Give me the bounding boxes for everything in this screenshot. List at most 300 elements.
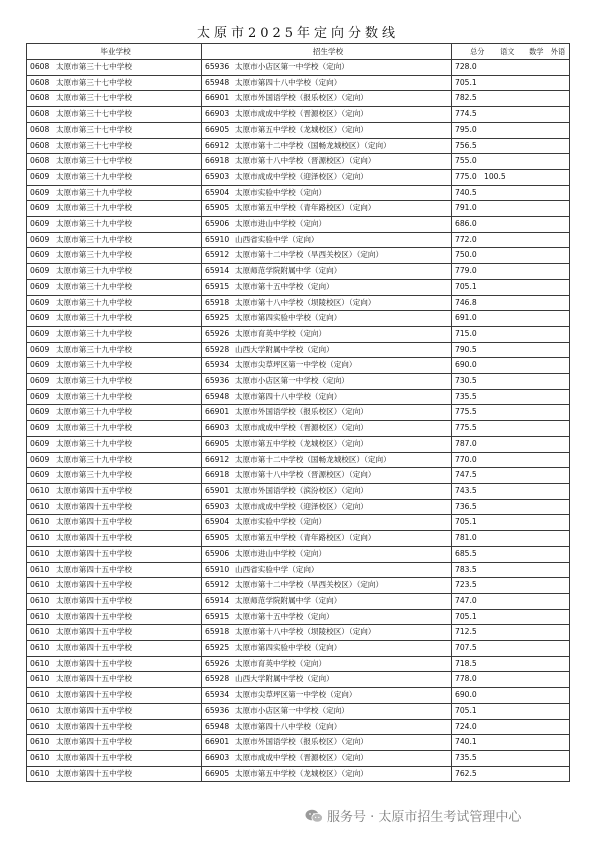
enroll-school-code: 65915 [205, 611, 230, 621]
graduate-school-code: 0610 [30, 501, 50, 511]
enroll-school-cell [202, 405, 452, 421]
enroll-school-code: 65936 [205, 705, 230, 715]
graduate-school-name: 太原市第三十九中学校 [56, 250, 132, 260]
graduate-school-cell [27, 122, 202, 138]
enroll-school-name: 太原市第十八中学校（坝陵校区）（定向） [235, 627, 376, 637]
enroll-school-code: 65934 [205, 690, 230, 700]
enroll-school-name: 太原市第四十八中学校（定向） [235, 721, 342, 731]
graduate-school-code: 0609 [30, 438, 50, 448]
enroll-school-name: 太原市第五中学校（龙城校区）（定向） [235, 438, 368, 448]
graduate-school-name: 太原市第三十九中学校 [56, 328, 132, 338]
enroll-school-cell [202, 766, 452, 782]
total-score: 755.0 [455, 156, 477, 166]
graduate-school-cell [27, 405, 202, 421]
table-row [27, 562, 570, 578]
enroll-school-name: 太原市第四实验中学校（定向） [235, 313, 342, 323]
graduate-school-cell [27, 421, 202, 437]
enroll-school-code: 66918 [205, 156, 230, 166]
enroll-school-cell [202, 138, 452, 154]
graduate-school-cell [27, 562, 202, 578]
table-header-row [27, 44, 570, 60]
total-score: 728.0 [455, 62, 477, 71]
enroll-school-code: 65948 [205, 391, 230, 401]
enroll-school-cell [202, 389, 452, 405]
enroll-school-name: 太原市小店区第一中学校（定向） [235, 705, 349, 715]
graduate-school-name: 太原市第四十五中学校 [56, 674, 132, 684]
enroll-school-code: 65910 [205, 564, 230, 574]
enroll-school-cell [202, 719, 452, 735]
enroll-school-code: 65948 [205, 721, 230, 731]
graduate-school-cell [27, 75, 202, 91]
enroll-school-code: 65912 [205, 250, 230, 260]
graduate-school-cell [27, 703, 202, 719]
graduate-school-cell [27, 483, 202, 499]
enroll-school-code: 65928 [205, 674, 230, 684]
enroll-school-cell [202, 154, 452, 170]
enroll-school-cell [202, 515, 452, 531]
table-row [27, 656, 570, 672]
score-cell [452, 703, 570, 719]
graduate-school-cell [27, 672, 202, 688]
graduate-school-code: 0610 [30, 643, 50, 653]
graduate-school-code: 0610 [30, 580, 50, 590]
graduate-school-name: 太原市第四十五中学校 [56, 643, 132, 653]
enroll-school-code: 65903 [205, 171, 230, 181]
enroll-school-name: 山西省实验中学（定向） [235, 234, 319, 244]
score-cell [452, 483, 570, 499]
graduate-school-code: 0610 [30, 564, 50, 574]
score-cell [452, 578, 570, 594]
graduate-school-code: 0609 [30, 391, 50, 401]
table-row [27, 91, 570, 107]
enroll-school-cell [202, 672, 452, 688]
graduate-school-cell [27, 719, 202, 735]
table-row [27, 169, 570, 185]
graduate-school-code: 0609 [30, 281, 50, 291]
enroll-school-code: 66905 [205, 438, 230, 448]
total-score: 795.0 [455, 124, 477, 134]
graduate-school-cell [27, 468, 202, 484]
enroll-school-code: 65936 [205, 376, 230, 386]
graduate-school-code: 0610 [30, 548, 50, 558]
graduate-school-name: 太原市第三十九中学校 [56, 281, 132, 291]
enroll-school-cell [202, 546, 452, 562]
graduate-school-name: 太原市第四十五中学校 [56, 533, 132, 543]
enroll-school-code: 65918 [205, 627, 230, 637]
graduate-school-code: 0610 [30, 674, 50, 684]
enroll-school-cell [202, 358, 452, 374]
graduate-school-cell [27, 546, 202, 562]
enroll-school-name: 太原市第十五中学校（定向） [235, 611, 334, 621]
table-row [27, 342, 570, 358]
enroll-school-code: 65903 [205, 501, 230, 511]
enroll-school-cell [202, 531, 452, 547]
enroll-school-cell [202, 750, 452, 766]
enroll-school-name: 太原市第五中学校（龙城校区）（定向） [235, 124, 368, 134]
score-cell [452, 201, 570, 217]
score-cell [452, 232, 570, 248]
total-score: 790.5 [455, 344, 477, 354]
graduate-school-code: 0609 [30, 171, 50, 181]
enroll-school-name: 太原市成成中学校（迎泽校区）（定向） [235, 501, 368, 511]
graduate-school-name: 太原市第三十九中学校 [56, 344, 132, 354]
total-score: 686.0 [455, 219, 477, 229]
enroll-school-name: 太原市第四实验中学校（定向） [235, 643, 342, 653]
score-cell [452, 154, 570, 170]
enroll-school-name: 太原市尖草坪区第一中学校（定向） [235, 360, 357, 370]
table-row [27, 609, 570, 625]
total-score: 712.5 [455, 627, 477, 637]
score-cell [452, 405, 570, 421]
enroll-school-code: 66918 [205, 470, 230, 480]
graduate-school-name: 太原市第三十七中学校 [56, 93, 132, 103]
graduate-school-name: 太原市第三十九中学校 [56, 376, 132, 386]
total-score: 775.5 [455, 407, 477, 417]
graduate-school-code: 0608 [30, 124, 50, 134]
table-row [27, 279, 570, 295]
enroll-school-name: 太原市第十二中学校（国畅龙城校区）（定向） [235, 140, 391, 150]
score-table [26, 43, 570, 782]
table-row [27, 421, 570, 437]
graduate-school-cell [27, 374, 202, 390]
score-cell [452, 311, 570, 327]
graduate-school-name: 太原市第四十五中学校 [56, 517, 132, 527]
enroll-school-cell [202, 185, 452, 201]
enroll-school-name: 太原市实验中学校（定向） [235, 187, 327, 197]
table-row [27, 436, 570, 452]
enroll-school-code: 66905 [205, 124, 230, 134]
graduate-school-name: 太原市第三十九中学校 [56, 171, 132, 181]
enroll-school-cell [202, 452, 452, 468]
score-cell [452, 499, 570, 515]
table-row [27, 232, 570, 248]
graduate-school-code: 0610 [30, 627, 50, 637]
enroll-school-code: 65914 [205, 266, 230, 276]
enroll-school-name: 太原市进山中学校（定向） [235, 219, 327, 229]
enroll-school-code: 65926 [205, 328, 230, 338]
graduate-school-name: 太原市第三十九中学校 [56, 360, 132, 370]
graduate-school-cell [27, 91, 202, 107]
graduate-school-code: 0610 [30, 517, 50, 527]
enroll-school-name: 山西大学附属中学校（定向） [235, 344, 334, 354]
graduate-school-code: 0610 [30, 485, 50, 495]
table-row [27, 499, 570, 515]
total-score: 735.5 [455, 752, 477, 762]
graduate-school-cell [27, 185, 202, 201]
enroll-school-cell [202, 468, 452, 484]
enroll-school-name: 太原市第十五中学校（定向） [235, 281, 334, 291]
score-cell [452, 279, 570, 295]
graduate-school-code: 0610 [30, 595, 50, 605]
enroll-school-name: 太原市育英中学校（定向） [235, 328, 327, 338]
table-row [27, 122, 570, 138]
header-math: 数学 [529, 47, 544, 56]
enroll-school-cell [202, 609, 452, 625]
enroll-school-name: 山西省实验中学（定向） [235, 564, 319, 574]
enroll-school-name: 太原市外国语学校（报乐校区）（定向） [235, 407, 368, 417]
score-cell [452, 217, 570, 233]
table-row [27, 75, 570, 91]
table-row [27, 688, 570, 704]
graduate-school-name: 太原市第四十五中学校 [56, 690, 132, 700]
score-cell [452, 138, 570, 154]
enroll-school-cell [202, 499, 452, 515]
total-score: 736.5 [455, 501, 477, 511]
score-cell [452, 562, 570, 578]
table-row [27, 672, 570, 688]
total-score: 747.5 [455, 470, 477, 480]
table-row [27, 358, 570, 374]
enroll-school-name: 太原市第四十八中学校（定向） [235, 77, 342, 87]
graduate-school-cell [27, 531, 202, 547]
enroll-school-cell [202, 248, 452, 264]
score-cell [452, 436, 570, 452]
graduate-school-cell [27, 358, 202, 374]
score-cell [452, 389, 570, 405]
enroll-school-code: 65936 [205, 62, 230, 71]
enroll-school-cell [202, 625, 452, 641]
total-score: 774.5 [455, 109, 477, 119]
enroll-school-cell [202, 374, 452, 390]
graduate-school-name: 太原市第四十五中学校 [56, 564, 132, 574]
enroll-school-cell [202, 578, 452, 594]
graduate-school-name: 太原市第四十五中学校 [56, 548, 132, 558]
score-cell [452, 342, 570, 358]
graduate-school-code: 0609 [30, 360, 50, 370]
score-cell [452, 468, 570, 484]
table-row [27, 217, 570, 233]
enroll-school-name: 太原市第五中学校（青年路校区）（定向） [235, 533, 376, 543]
header-chinese: 语文 [500, 47, 515, 56]
total-score: 705.1 [455, 705, 477, 715]
table-row [27, 154, 570, 170]
table-row [27, 766, 570, 782]
enroll-school-code: 66912 [205, 454, 230, 464]
graduate-school-cell [27, 326, 202, 342]
total-score: 724.0 [455, 721, 477, 731]
score-cell [452, 122, 570, 138]
enroll-school-name: 太原市第十八中学校（晋源校区）（定向） [235, 470, 376, 480]
enroll-school-code: 66901 [205, 93, 230, 103]
total-score: 740.5 [455, 187, 477, 197]
total-score: 691.0 [455, 313, 477, 323]
graduate-school-name: 太原市第四十五中学校 [56, 658, 132, 668]
total-score: 705.1 [455, 611, 477, 621]
graduate-school-name: 太原市第四十五中学校 [56, 485, 132, 495]
graduate-school-code: 0608 [30, 156, 50, 166]
graduate-school-cell [27, 625, 202, 641]
enroll-school-cell [202, 122, 452, 138]
graduate-school-name: 太原市第三十九中学校 [56, 219, 132, 229]
enroll-school-code: 65914 [205, 595, 230, 605]
graduate-school-cell [27, 295, 202, 311]
graduate-school-name: 太原市第四十五中学校 [56, 611, 132, 621]
graduate-school-code: 0609 [30, 470, 50, 480]
score-cell [452, 185, 570, 201]
total-score: 740.1 [455, 737, 477, 747]
score-cell [452, 625, 570, 641]
enroll-school-cell [202, 107, 452, 123]
graduate-school-name: 太原市第三十九中学校 [56, 297, 132, 307]
score-cell [452, 452, 570, 468]
graduate-school-code: 0608 [30, 140, 50, 150]
score-cell [452, 264, 570, 280]
score-cell [452, 107, 570, 123]
total-score: 705.1 [455, 77, 477, 87]
score-cell [452, 688, 570, 704]
enroll-school-name: 太原市第十二中学校（旱西关校区）（定向） [235, 580, 384, 590]
graduate-school-name: 太原市第三十九中学校 [56, 187, 132, 197]
table-row [27, 750, 570, 766]
enroll-school-code: 65948 [205, 77, 230, 87]
enroll-school-name: 太原市实验中学校（定向） [235, 517, 327, 527]
total-score: 705.1 [455, 517, 477, 527]
graduate-school-name: 太原市第四十五中学校 [56, 580, 132, 590]
score-cell [452, 169, 570, 185]
graduate-school-cell [27, 593, 202, 609]
graduate-school-name: 太原市第三十七中学校 [56, 62, 132, 71]
enroll-school-code: 66903 [205, 109, 230, 119]
table-row [27, 531, 570, 547]
graduate-school-name: 太原市第三十九中学校 [56, 423, 132, 433]
graduate-school-code: 0609 [30, 376, 50, 386]
enroll-school-cell [202, 562, 452, 578]
graduate-school-name: 太原市第四十五中学校 [56, 752, 132, 762]
score-cell [452, 672, 570, 688]
graduate-school-name: 太原市第四十五中学校 [56, 737, 132, 747]
enroll-school-cell [202, 342, 452, 358]
graduate-school-cell [27, 578, 202, 594]
score-cell [452, 515, 570, 531]
graduate-school-name: 太原市第三十七中学校 [56, 140, 132, 150]
graduate-school-cell [27, 107, 202, 123]
table-row [27, 295, 570, 311]
score-cell [452, 326, 570, 342]
graduate-school-name: 太原市第三十九中学校 [56, 234, 132, 244]
table-row [27, 546, 570, 562]
page-title: 太原市2025年定向分数线 [196, 26, 400, 41]
enroll-school-name: 太原师范学院附属中学（定向） [235, 266, 342, 276]
score-cell [452, 766, 570, 782]
enroll-school-cell [202, 326, 452, 342]
enroll-school-name: 太原市外国语学校（滨汾校区）（定向） [235, 485, 368, 495]
enroll-school-name: 太原市成成中学校（晋源校区）（定向） [235, 752, 368, 762]
enroll-school-code: 65925 [205, 313, 230, 323]
graduate-school-code: 0610 [30, 705, 50, 715]
enroll-school-name: 太原市第十二中学校（国畅龙城校区）（定向） [235, 454, 391, 464]
graduate-school-cell [27, 452, 202, 468]
graduate-school-cell [27, 201, 202, 217]
watermark-text: 服务号 · 太原市招生考试管理中心 [327, 810, 522, 825]
graduate-school-code: 0609 [30, 454, 50, 464]
table-row [27, 405, 570, 421]
graduate-school-name: 太原市第三十九中学校 [56, 407, 132, 417]
enroll-school-code: 65906 [205, 548, 230, 558]
graduate-school-code: 0609 [30, 203, 50, 213]
header-english: 外语 [550, 47, 566, 56]
score-cell [452, 546, 570, 562]
graduate-school-cell [27, 342, 202, 358]
graduate-school-cell [27, 389, 202, 405]
graduate-school-name: 太原市第三十九中学校 [56, 470, 132, 480]
table-row [27, 389, 570, 405]
table-row [27, 593, 570, 609]
score-cell [452, 248, 570, 264]
graduate-school-cell [27, 311, 202, 327]
enroll-school-cell [202, 656, 452, 672]
total-score: 735.5 [455, 391, 477, 401]
total-score: 781.0 [455, 533, 477, 543]
graduate-school-name: 太原市第三十九中学校 [56, 438, 132, 448]
table-row [27, 248, 570, 264]
table-row [27, 515, 570, 531]
graduate-school-cell [27, 217, 202, 233]
graduate-school-code: 0609 [30, 250, 50, 260]
wechat-icon [305, 809, 323, 823]
enroll-school-name: 太原市进山中学校（定向） [235, 548, 327, 558]
total-score: 778.0 [455, 674, 477, 684]
total-score: 730.5 [455, 376, 477, 386]
graduate-school-code: 0610 [30, 752, 50, 762]
graduate-school-cell [27, 232, 202, 248]
graduate-school-name: 太原市第四十五中学校 [56, 721, 132, 731]
enroll-school-cell [202, 91, 452, 107]
enroll-school-name: 太原市第十八中学校（坝陵校区）（定向） [235, 297, 376, 307]
enroll-school-name: 太原市尖草坪区第一中学校（定向） [235, 690, 357, 700]
table-row [27, 60, 570, 76]
enroll-school-name: 太原市第五中学校（龙城校区）（定向） [235, 768, 368, 778]
enroll-school-code: 66912 [205, 140, 230, 150]
total-score: 756.5 [455, 140, 477, 150]
graduate-school-cell [27, 609, 202, 625]
graduate-school-name: 太原市第三十九中学校 [56, 266, 132, 276]
enroll-school-cell [202, 75, 452, 91]
table-row [27, 374, 570, 390]
score-cell [452, 60, 570, 76]
enroll-school-code: 66903 [205, 752, 230, 762]
enroll-school-cell [202, 735, 452, 751]
header-enroll-school: 招生学校 [202, 44, 452, 60]
graduate-school-code: 0608 [30, 93, 50, 103]
graduate-school-cell [27, 688, 202, 704]
graduate-school-name: 太原市第三十九中学校 [56, 391, 132, 401]
enroll-school-cell [202, 483, 452, 499]
enroll-school-cell [202, 688, 452, 704]
graduate-school-cell [27, 750, 202, 766]
total-score: 762.5 [455, 768, 477, 778]
graduate-school-cell [27, 60, 202, 76]
score-cell [452, 374, 570, 390]
total-score: 783.5 [455, 564, 477, 574]
table-row [27, 735, 570, 751]
enroll-school-code: 65928 [205, 344, 230, 354]
graduate-school-name: 太原市第三十七中学校 [56, 156, 132, 166]
enroll-school-code: 65905 [205, 203, 230, 213]
enroll-school-code: 65934 [205, 360, 230, 370]
graduate-school-cell [27, 169, 202, 185]
graduate-school-name: 太原市第四十五中学校 [56, 705, 132, 715]
total-score: 723.5 [455, 580, 477, 590]
table-row [27, 311, 570, 327]
graduate-school-cell [27, 656, 202, 672]
enroll-school-name: 太原市成成中学校（迎泽校区）（定向） [235, 171, 368, 181]
graduate-school-code: 0608 [30, 62, 50, 71]
table-row [27, 703, 570, 719]
graduate-school-cell [27, 735, 202, 751]
enroll-school-cell [202, 593, 452, 609]
enroll-school-name: 太原市第五中学校（青年路校区）（定向） [235, 203, 376, 213]
enroll-school-cell [202, 421, 452, 437]
